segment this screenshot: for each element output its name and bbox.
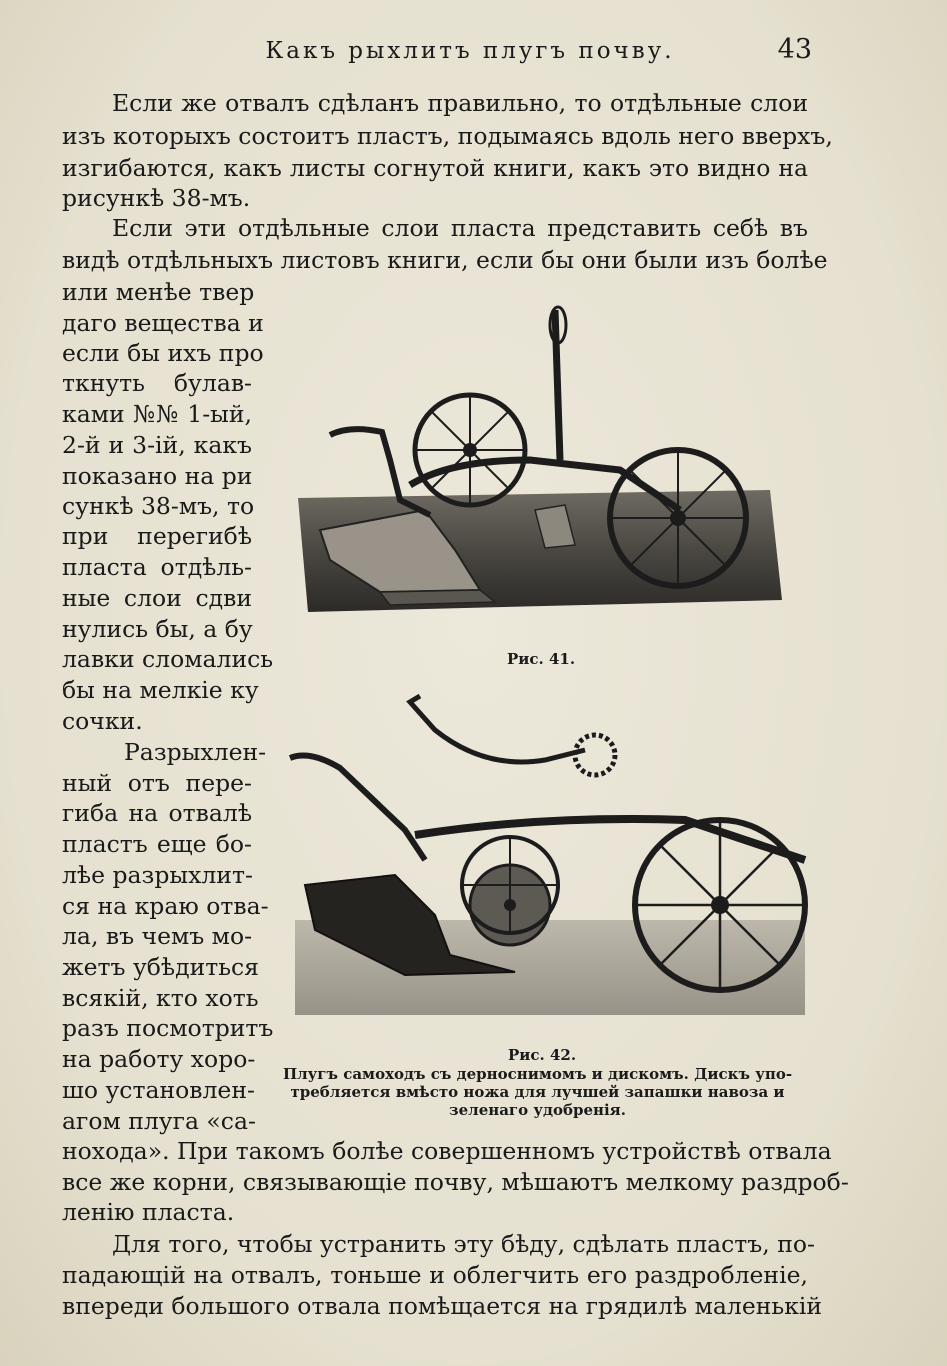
share	[380, 590, 495, 605]
small-wheel	[462, 837, 558, 933]
text-line: ла, въ чемъ мо-	[62, 922, 253, 950]
text-line: всякій, кто хоть	[62, 984, 259, 1012]
text-line: падающій на отвалъ, тоньше и облегчить его раздробленіе,	[62, 1261, 808, 1289]
gear-sector	[575, 735, 615, 775]
text-line: Разрыхлен-	[124, 738, 267, 766]
text-line: при перегибѣ	[62, 522, 252, 550]
text-line: нохода». При такомъ болѣе совершенномъ устройствѣ отвала	[62, 1137, 832, 1165]
front-wheel	[610, 450, 746, 586]
text-line: изъ которыхъ состоитъ пластъ, подымаясь вдоль него вверхъ,	[62, 122, 833, 150]
lever-rod	[410, 696, 585, 762]
page-number: 43	[777, 34, 812, 65]
text-line: сочки.	[62, 707, 143, 735]
caption-line: требляется вмѣсто ножа для лучшей запашки навоза и	[290, 1083, 785, 1101]
text-line: сункѣ 38-мъ, то	[62, 492, 255, 520]
text-line: показано на ри	[62, 462, 253, 490]
plow-handle	[290, 756, 425, 860]
text-line: лавки сломались	[62, 645, 274, 673]
text-line: гиба на отвалѣ	[62, 799, 252, 827]
text-line: впереди большого отвала помѣщается на грядилѣ маленькій	[62, 1292, 823, 1320]
text-line: ткнуть булав-	[62, 369, 252, 397]
caption-line: зеленаго удобренія.	[449, 1101, 626, 1119]
text-line: ками №№ 1-ый,	[62, 400, 252, 428]
text-line: Если же отвалъ сдѣланъ правильно, то отдѣльные слои	[112, 89, 808, 117]
text-line: на работу хоро-	[62, 1045, 256, 1073]
figure-42-caption	[265, 1065, 810, 1119]
text-line: пласта отдѣль-	[62, 553, 252, 581]
text-line: изгибаются, какъ листы согнутой книги, какъ это видно на	[62, 154, 808, 182]
text-line: лѣе разрыхлит-	[62, 861, 253, 889]
plow-figure-42	[285, 690, 820, 1035]
text-line: рисункѣ 38-мъ.	[62, 184, 251, 212]
text-line: ленію пласта.	[62, 1198, 235, 1226]
figure-42-label: Рис. 42.	[508, 1046, 577, 1064]
text-line: Если эти отдѣльные слои пласта представить себѣ въ	[112, 214, 808, 242]
text-line: ся на краю отва-	[62, 892, 269, 920]
text-line: даго вещества и	[62, 309, 264, 337]
figure-41-label: Рис. 41.	[507, 650, 576, 668]
text-line: шо установлен-	[62, 1076, 255, 1104]
text-line: все же корни, связывающіе почву, мѣшаютъ мелкому раздроб-	[62, 1168, 849, 1196]
plow-figure-41	[290, 300, 790, 640]
text-line: или менѣе твер	[62, 278, 255, 306]
page-header	[60, 34, 812, 74]
large-wheel	[635, 820, 805, 990]
text-line: жетъ убѣдиться	[62, 953, 260, 981]
text-line: Для того, чтобы устранить эту бѣду, сдѣлать пластъ, по-	[112, 1230, 815, 1258]
text-line: ный отъ пере-	[62, 769, 252, 797]
text-line: нулись бы, а бу	[62, 615, 253, 643]
text-line: видѣ отдѣльныхъ листовъ книги, если бы они были изъ болѣе	[62, 246, 828, 274]
text-line: ные слои сдви	[62, 584, 252, 612]
text-line: если бы ихъ про	[62, 339, 264, 367]
text-line: 2-й и 3-iй, какъ	[62, 431, 252, 459]
rear-wheel	[415, 395, 525, 505]
text-line: разъ посмотритъ	[62, 1014, 274, 1042]
text-line: бы на мелкіе ку	[62, 676, 259, 704]
caption-line: Плугъ самоходъ съ дерноснимомъ и дискомъ. Дискъ упо-	[282, 1065, 793, 1083]
lever-rod	[555, 310, 560, 460]
running-title: Какъ рыхлитъ плугъ почву.	[265, 38, 675, 64]
text-line: пластъ еще бо-	[62, 830, 252, 858]
text-line: агом плуга «са-	[62, 1107, 256, 1135]
